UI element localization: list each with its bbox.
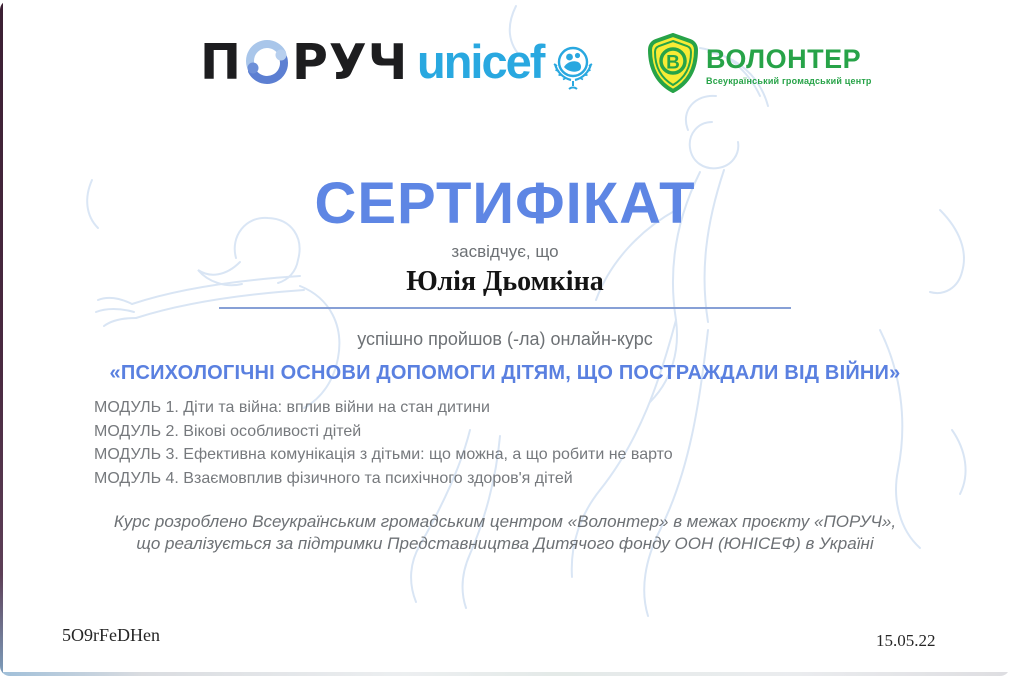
issue-date: 15.05.22 bbox=[876, 631, 936, 650]
module-item: МОДУЛЬ 3. Ефективна комунікація з дітьми: що можна, а що робити не варто bbox=[94, 446, 673, 463]
poruch-letters-left: П bbox=[200, 34, 243, 91]
volunteer-title: ВОЛОНТЕР bbox=[706, 43, 862, 74]
volunteer-subtitle: Всеукраїнський громадський центр bbox=[706, 76, 872, 87]
module-list bbox=[94, 396, 673, 490]
scan-edge-bottom bbox=[0, 672, 1010, 676]
module-item: МОДУЛЬ 4. Взаємовплив фізичного та психічного здоров'я дітей bbox=[94, 469, 573, 487]
scan-edge-left bbox=[0, 0, 3, 676]
poruch-letters-right: РУЧ bbox=[292, 34, 409, 91]
recipient-name: Юлія Дьомкіна bbox=[406, 266, 604, 297]
module-item: МОДУЛЬ 1. Діти та війна: вплив війни на стан дитини bbox=[94, 399, 490, 416]
name-underline bbox=[219, 307, 791, 309]
svg-text:В: В bbox=[666, 52, 680, 74]
completion-label: успішно пройшов (-ла) онлайн-курс bbox=[357, 329, 653, 349]
logo-row bbox=[0, 0, 1010, 110]
certificate-code: 5O9rFeDHen bbox=[62, 625, 160, 645]
certificate-title: СЕРТИФІКАТ bbox=[314, 171, 696, 236]
unicef-logo bbox=[417, 35, 599, 97]
poruch-logo bbox=[200, 36, 408, 89]
unicef-wordmark: unicef bbox=[417, 35, 544, 88]
poruch-circle-icon bbox=[243, 38, 291, 91]
issuer-note-line2: що реалізується за підтримки Представництва Дитячого фонду ООН (ЮНІСЕФ) в Україні bbox=[136, 534, 874, 553]
module-item: МОДУЛЬ 2. Вікові особливості дітей bbox=[94, 422, 362, 440]
volunteer-shield-icon bbox=[648, 33, 698, 98]
certifies-label: засвідчує, що bbox=[451, 242, 559, 261]
unicef-emblem-icon bbox=[547, 40, 599, 97]
issuer-note-line1: Курс розроблено Всеукраїнським громадським центром «Волонтер» в межах проєкту «ПОРУЧ», bbox=[113, 512, 897, 531]
issuer-note bbox=[0, 511, 1010, 555]
volunteer-logo bbox=[648, 33, 872, 98]
course-title: «ПСИХОЛОГІЧНІ ОСНОВИ ДОПОМОГИ ДІТЯМ, ЩО ПОСТРАЖДАЛИ ВІД ВІЙНИ» bbox=[109, 362, 901, 384]
